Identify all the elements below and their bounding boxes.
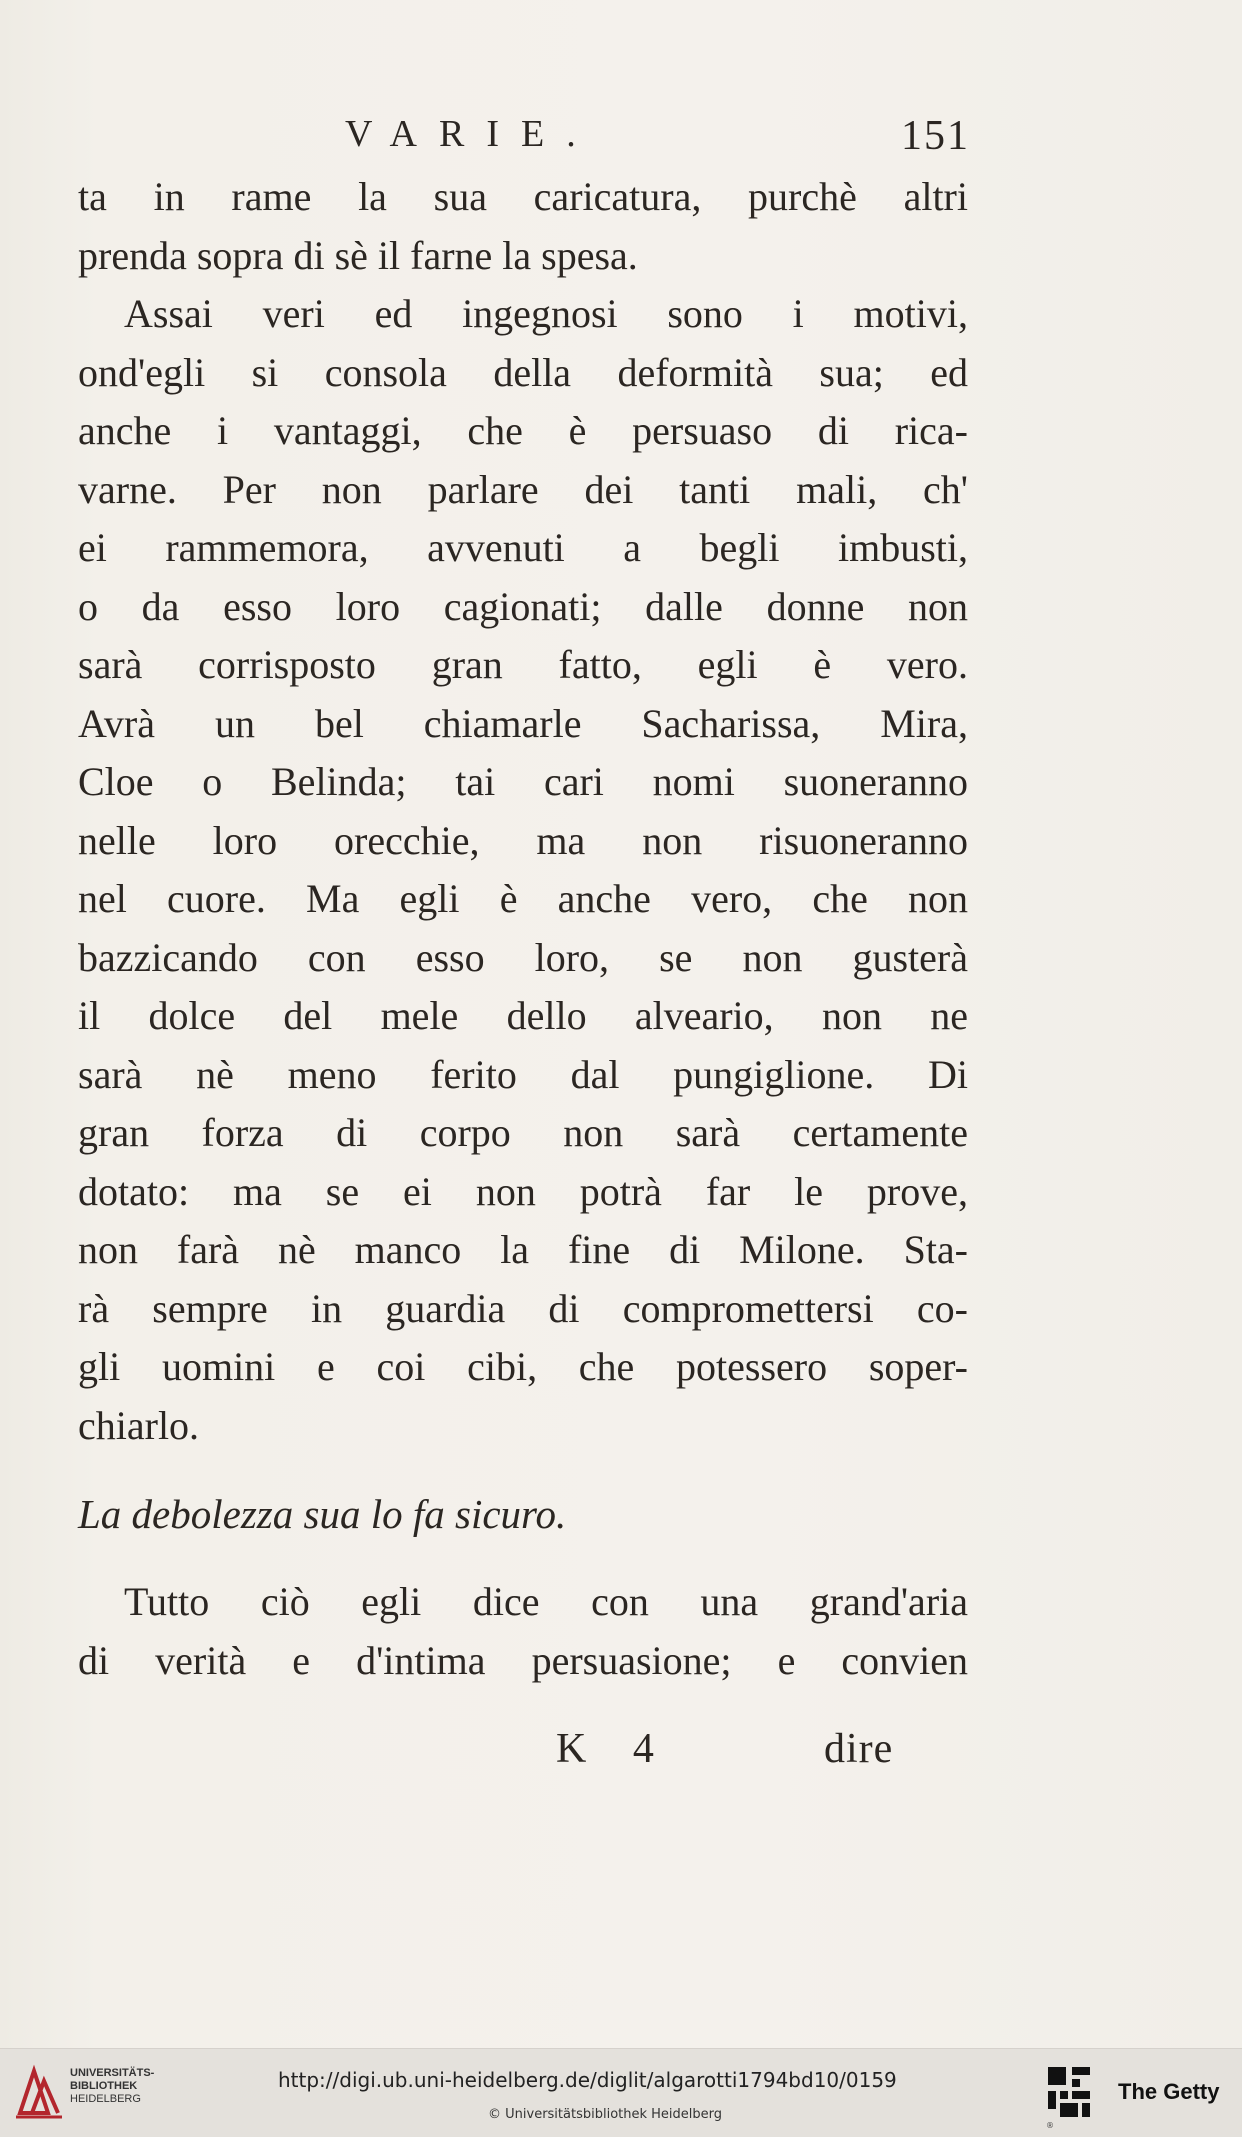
university-logo-icon: [14, 2063, 64, 2123]
text-line: sarà nè meno ferito dal pungiglione. Di: [78, 1051, 968, 1097]
text-line: ond'egli si consola della deformità sua; ed: [78, 349, 968, 395]
permalink-url[interactable]: http://digi.ub.uni-heidelberg.de/diglit/algarotti1794bd10/0159: [278, 2068, 897, 2092]
text-line: anche i vantaggi, che è persuaso di rica-: [78, 408, 968, 453]
getty-logo-icon: [1046, 2063, 1094, 2123]
getty-label: The Getty: [1118, 2079, 1220, 2104]
text-line: Tutto ciò egli dice con una grand'aria: [124, 1579, 968, 1624]
text-line: Cloe o Belinda; tai cari nomi suoneranno: [78, 759, 968, 804]
text-line: di verità e d'intima persuasione; e convien: [78, 1637, 968, 1683]
library-name-line: HEIDELBERG: [70, 2093, 141, 2105]
text-line: prenda sopra di sè il farne la spesa.: [78, 232, 638, 278]
body-text: [78, 168, 968, 1690]
library-name-line: BIBLIOTHEK: [70, 2080, 138, 2092]
text-line: ei rammemora, avvenuti a begli imbusti,: [78, 525, 968, 570]
viewer-footer-bar: [0, 2048, 1242, 2137]
text-line: Avrà un bel chiamarle Sacharissa, Mira,: [78, 700, 968, 746]
text-line: dotato: ma se ei non potrà far le prove,: [78, 1168, 968, 1214]
italic-motto: La debolezza sua lo fa sicuro.: [78, 1491, 567, 1537]
running-title: VARIE.: [345, 113, 598, 155]
text-line: chiarlo.: [78, 1402, 200, 1448]
signature-mark: K 4: [556, 1726, 672, 1772]
page-header: [345, 112, 970, 172]
page-footer: [0, 1725, 1242, 1785]
text-line: rà sempre in guardia di compromettersi co-: [78, 1285, 968, 1331]
spacer: [78, 1455, 968, 1485]
text-line: ta in rame la sua caricatura, purchè altri: [78, 174, 968, 219]
registered-mark: ®: [1046, 2121, 1054, 2130]
text-line: bazzicando con esso loro, se non gusterà: [78, 934, 968, 980]
library-name-line: UNIVERSITÄTS-: [70, 2067, 155, 2079]
copyright-notice: © Universitätsbibliothek Heidelberg: [488, 2107, 723, 2122]
catchword: dire: [824, 1726, 894, 1772]
text-line: nel cuore. Ma egli è anche vero, che non: [78, 876, 968, 921]
text-line: sarà corrisposto gran fatto, egli è vero.: [78, 642, 968, 687]
library-name: [70, 2067, 154, 2106]
text-line: gli uomini e coi cibi, che potessero soper-: [78, 1344, 968, 1389]
text-line: il dolce del mele dello alveario, non ne: [78, 993, 968, 1038]
text-line: non farà nè manco la fine di Milone. Sta-: [78, 1227, 968, 1272]
page-number: 151: [901, 113, 970, 159]
text-line: o da esso loro cagionati; dalle donne non: [78, 583, 968, 629]
text-line: varne. Per non parlare dei tanti mali, ch': [78, 466, 968, 512]
spacer: [78, 1543, 968, 1573]
text-line: Assai veri ed ingegnosi sono i motivi,: [124, 291, 968, 336]
text-line: nelle loro orecchie, ma non risuoneranno: [78, 817, 968, 863]
text-line: gran forza di corpo non sarà certamente: [78, 1110, 968, 1155]
